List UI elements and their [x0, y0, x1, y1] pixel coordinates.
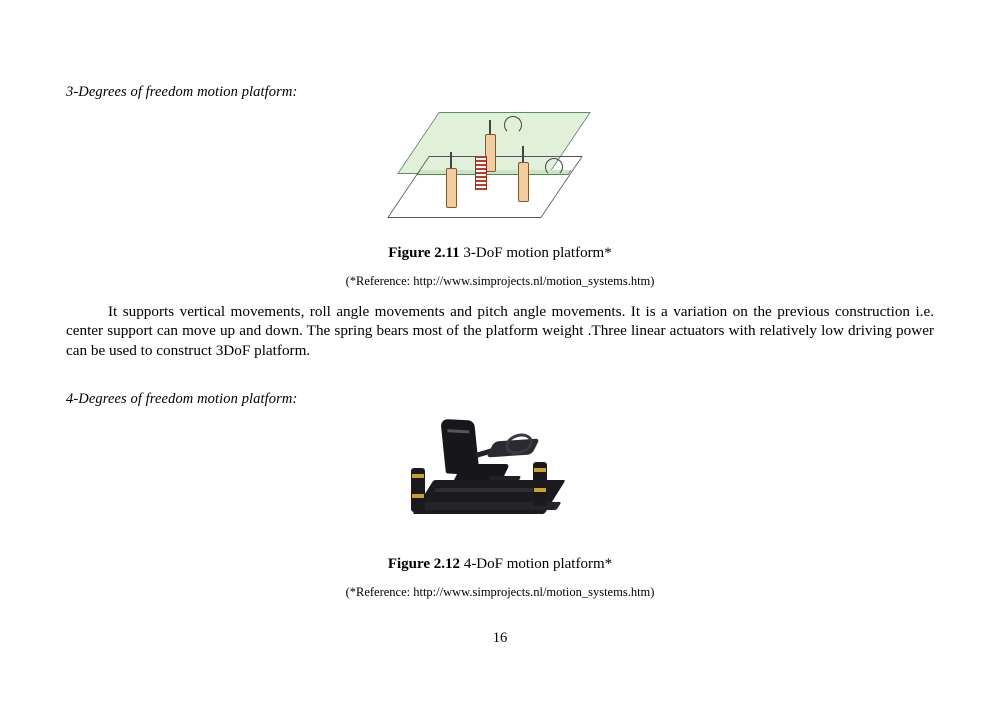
- joint-hook-icon: [504, 116, 522, 134]
- rig-cross-beam: [434, 488, 540, 492]
- figure-2-12-caption-row: [66, 556, 934, 573]
- pillar-band: [412, 474, 424, 478]
- actuator-pillar-left: [411, 468, 425, 512]
- paragraph-3dof-description: [66, 302, 934, 360]
- figure-2-11-block: [66, 110, 934, 225]
- figure-2-12-block: [66, 418, 934, 533]
- figure-2-12-caption-text: 4-DoF motion platform*: [460, 556, 613, 572]
- pillar-band: [534, 468, 546, 472]
- figure-2-12-image: [405, 418, 595, 533]
- figure-2-11-reference-row: [66, 274, 934, 289]
- figure-2-11-caption-label: Figure 2.11: [388, 245, 460, 261]
- figure-2-11-reference: (*Reference: http://www.simprojects.nl/motion_systems.htm): [345, 274, 655, 288]
- seat-stripe: [447, 429, 469, 433]
- section-heading-4dof: 4-Degrees of freedom motion platform:: [66, 391, 298, 407]
- figure-2-12-reference-row: [66, 585, 934, 600]
- figure-2-11-caption-text: 3-DoF motion platform*: [459, 245, 612, 261]
- page-content: [66, 0, 934, 707]
- linear-actuator: [518, 162, 529, 202]
- joint-hook-icon: [545, 158, 563, 176]
- figure-2-11-caption-row: [66, 245, 934, 262]
- linear-actuator: [446, 168, 457, 208]
- pillar-band: [534, 488, 546, 492]
- page-number: 16: [492, 630, 508, 646]
- central-spring: [475, 156, 487, 190]
- figure-2-11-image: [400, 110, 600, 225]
- figure-2-12-reference: (*Reference: http://www.simprojects.nl/motion_systems.htm): [345, 585, 655, 599]
- figure-2-11-caption: [66, 245, 934, 262]
- figure-2-12-caption: [66, 556, 934, 573]
- figure-2-12-caption-label: Figure 2.12: [387, 556, 461, 572]
- paragraph-3dof-text: It supports vertical movements, roll angle movements and pitch angle movements. It is a variation on the previous construction i.e. center support can move up and down. The spring bears most of the platform weight .Three linear actuators with relatively low driving power can be used to construct 3DoF platform.: [66, 303, 934, 359]
- section-heading-3dof: 3-Degrees of freedom motion platform:: [66, 84, 298, 100]
- actuator-pillar-right: [533, 462, 547, 506]
- pillar-band: [412, 494, 424, 498]
